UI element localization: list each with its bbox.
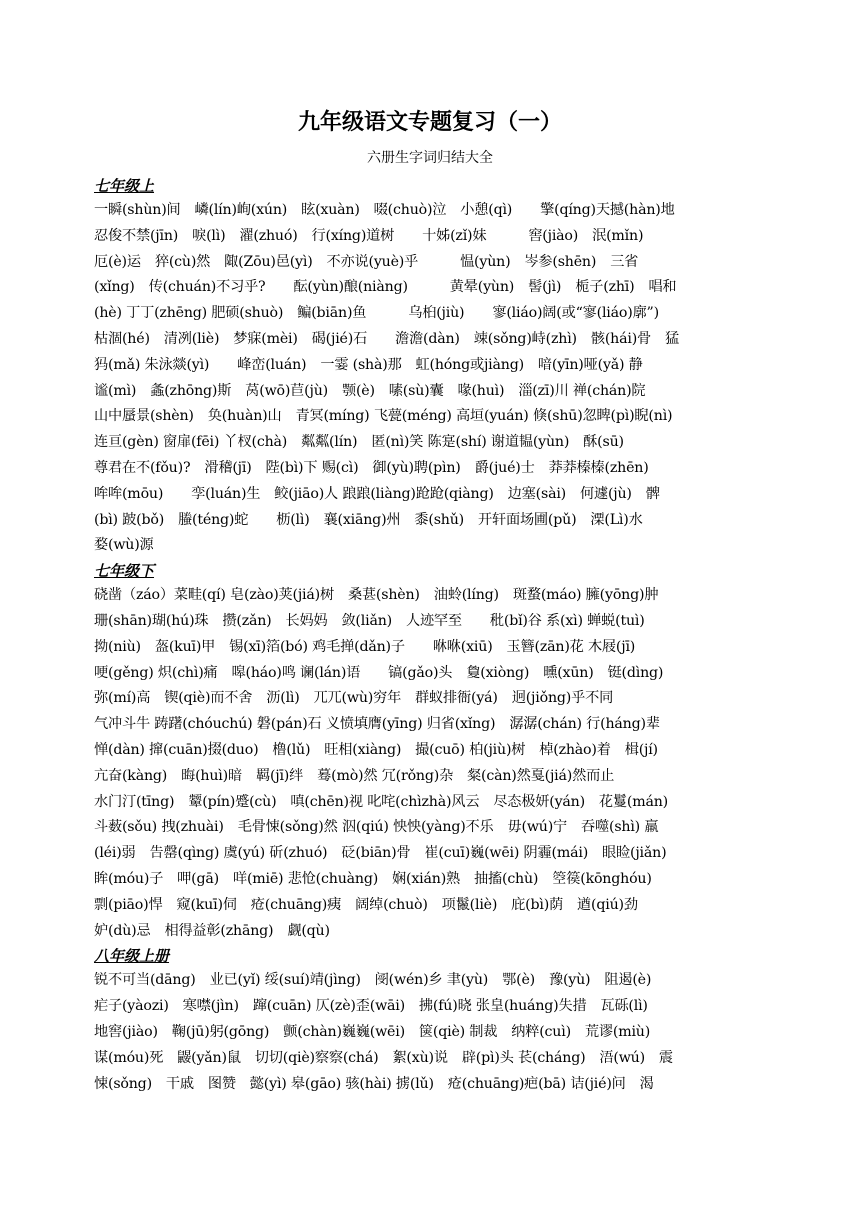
vocab-line: 谧(mì) 螽(zhōng)斯 莴(wō)苣(jù) 颚(è) 嗉(sù)囊 喙(huì) 淄(zī)川 禅(chán)院 [94,382,646,399]
section-heading: 七年级上 [94,177,155,195]
vocab-line: (bì) 跛(bǒ) 螣(téng)蛇 枥(lì) 襄(xiāng)州 黍(shǔ) 开轩面场圃(pǔ) 溧(Lì)水 [94,511,643,528]
vocab-line: 气冲斗牛 踌躇(chóuchú) 磐(pán)石 义愤填膺(yīng) 归省(xǐng) 潺潺(chán) 行(háng)辈 [94,716,660,733]
vocab-line: 谋(móu)死 鼹(yǎn)鼠 切切(qiè)察察(chá) 絮(xù)说 辟(pì)头 苌(cháng) 浯(wú) 震 [94,1049,673,1066]
vocab-line: 枯涸(hé) 清冽(liè) 梦寐(mèi) 碣(jié)石 澹澹(dàn) 竦(sǒng)峙(zhì) 骸(hái)骨 猛 [94,330,680,347]
vocab-line: 连亘(gèn) 窗扉(fēi) 丫杈(chà) 粼粼(lín) 匿(nì)笑 陈寔(shí) 谢道韫(yùn) 酥(sū) [94,434,624,451]
vocab-line: 剽(piāo)悍 窥(kuī)伺 疮(chuāng)痍 阔绰(chuò) 项鬣(liè) 庇(bì)荫 遒(qiú)劲 [94,896,638,913]
vocab-line: 珊(shān)瑚(hú)珠 攒(zǎn) 长妈妈 敛(liǎn) 人迹罕至 秕(bǐ)谷 系(xì) 蝉蜕(tuì) [94,612,645,629]
section-grade8-vol1 [94,944,766,1097]
vocab-line: 悚(sǒng) 干戚 图赞 懿(yì) 皋(gāo) 骇(hài) 掳(lǔ) 疮(chuāng)疤(bā) 诘(jié)问 渴 [94,1075,654,1092]
section-heading: 七年级下 [94,562,155,581]
vocab-line: 妒(dù)忌 相得益彰(zhāng) 觑(qù) [94,922,330,939]
vocab-line: 犸(mǎ) 朱泳燚(yì) 峰峦(luán) 一霎 (shà)那 虹(hóng或jiàng) 喑(yīn)哑(yǎ) 静 [94,356,643,373]
section-heading: 八年级上册 [94,947,170,966]
section-grade7-vol2 [94,559,766,944]
vocab-line: 锐不可当(dāng) 业已(yǐ) 绥(suí)靖(jìng) 阌(wén)乡 聿(yù) 鄂(è) 豫(yù) 阻遏(è) [94,972,652,989]
vocab-line: 弥(mí)高 锲(qiè)而不舍 沥(lì) 兀兀(wù)穷年 群蚁排衙(yá) 迥(jiǒng)乎不同 [94,690,614,707]
vocab-line: 一瞬(shùn)间 嶙(lín)峋(xún) 眩(xuàn) 啜(chuò)泣 小憩(qì) 擎(qíng)天撼(hàn)地 [94,202,675,218]
vocab-line: 尊君在不(fǒu)? 滑稽(jī) 陛(bì)下 赐(cì) 御(yù)聘(pìn) 爵(jué)士 莽莽榛榛(zhēn) [94,459,649,476]
vocab-line: 水门汀(tīng) 颦(pín)蹙(cù) 嗔(chēn)视 叱咤(chìzhà)风云 尽态极妍(yán) 花鬘(mán) [94,793,669,810]
vocab-line: (hè) 丁丁(zhēng) 肥硕(shuò) 鳊(biān)鱼 乌桕(jiù) 寥(liáo)阔(或“寥(liáo)廓”) [94,305,659,322]
vocab-line: 地窖(jiào) 鞠(jū)躬(gōng) 颤(chàn)巍巍(wēi) 箧(qiè) 制裁 纳粹(cuì) 荒谬(miù) [94,1023,651,1040]
vocab-line: 山中蜃景(shèn) 奂(huàn)山 青冥(míng) 飞甍(méng) 高垣(yuán) 倏(shū)忽睥(pì)睨(nì) [94,408,673,425]
vocab-line: 婺(wù)源 [94,537,154,554]
section-grade7-vol1 [94,174,766,559]
vocab-line: 疟子(yàozi) 寒噤(jìn) 蹿(cuān) 仄(zè)歪(wāi) 拂(fú)晓 张皇(huáng)失措 瓦砾(lì) [94,998,648,1015]
vocab-line: 眸(móu)子 呷(gā) 咩(miē) 悲怆(chuàng) 娴(xián)熟 抽搐(chù) 箜篌(kōnghóu) [94,870,652,887]
vocab-line: (léi)弱 告罄(qìng) 虞(yú) 斫(zhuó) 砭(biān)骨 崔(cuī)巍(wēi) 阴霾(mái) 眼睑(jiǎn) [94,845,667,862]
vocab-line: 厄(è)运 猝(cù)然 陬(Zōu)邑(yì) 不亦说(yuè)乎 愠(yùn) 岑参(shēn) 三省 [94,253,639,270]
vocab-line: 哞哞(mōu) 孪(luán)生 鲛(jiāo)人 踉踉(liàng)跄跄(qiàng) 边塞(sài) 何遽(jù) 髀 [94,485,660,502]
page-title: 九年级语文专题复习（一） [297,109,562,135]
vocab-line: 亢奋(kàng) 晦(huì)暗 羁(jī)绊 蓦(mò)然 冗(rǒng)杂 粲(càn)然戛(jiá)然而止 [94,767,615,784]
vocab-line: 忍俊不禁(jīn) 唳(lì) 濯(zhuó) 行(xíng)道树 十姊(zǐ)妹 窖(jiào) 泯(mǐn) [94,227,644,244]
vocab-line: 拗(niù) 盔(kuī)甲 锡(xī)箔(bó) 鸡毛掸(dǎn)子 咻咻(xiū) 玉簪(zān)花 木屐(jī) [94,638,636,655]
vocab-line: 惮(dàn) 撺(cuān)掇(duo) 橹(lǔ) 旺相(xiàng) 撮(cuō) 柏(jiù)树 棹(zhào)着 楫(jí) [94,741,658,758]
page-subtitle: 六册生字词归结大全 [367,150,493,166]
vocab-line: (xǐng) 传(chuán)不习乎? 酝(yùn)酿(niàng) 黄晕(yùn) 髻(jì) 栀子(zhī) 唱和 [94,279,677,296]
vocab-line: 斗薮(sǒu) 拽(zhuài) 毛骨悚(sǒng)然 泅(qiú) 怏怏(yàng)不乐 毋(wú)宁 吞噬(shì) 羸 [94,819,659,836]
vocab-line: 哽(gěng) 炽(chì)痛 嗥(háo)鸣 谰(lán)语 镐(gǎo)头 敻(xiòng) 曛(xūn) 铤(dìng) [94,664,664,681]
vocab-line: 硗凿（záo）菜畦(qí) 皂(zào)荚(jiá)树 桑葚(shèn) 油蛉(líng) 斑蝥(máo) 臃(yōng)肿 [94,587,659,604]
